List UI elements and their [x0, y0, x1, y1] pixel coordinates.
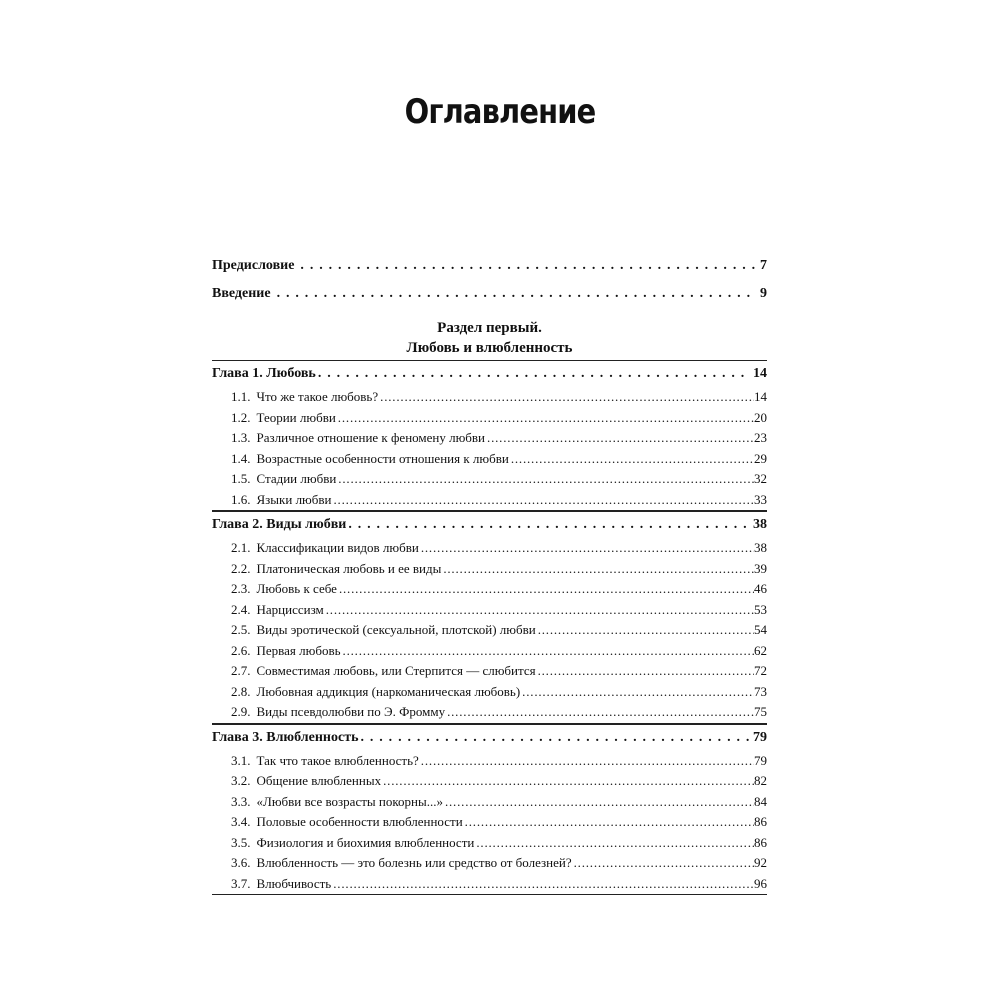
toc-item — [212, 428, 767, 449]
chapter-1 — [212, 360, 767, 511]
toc-item — [212, 833, 767, 854]
item-number: 2.7. — [231, 661, 257, 682]
item-page: 32 — [754, 469, 767, 490]
item-number: 1.5. — [231, 469, 257, 490]
toc-entry-label: Предисловие — [212, 252, 300, 280]
toc-item — [212, 641, 767, 662]
item-number: 3.1. — [231, 751, 257, 772]
dot-leader — [318, 361, 749, 387]
dot-leader — [465, 812, 754, 833]
item-label: Нарциссизм — [257, 600, 326, 621]
item-number: 2.1. — [231, 538, 257, 559]
chapter-heading — [212, 511, 767, 538]
toc-item — [212, 600, 767, 621]
dot-leader — [333, 490, 754, 511]
item-label: Виды эротической (сексуальной, плотской) любви — [257, 620, 538, 641]
dot-leader — [476, 833, 754, 854]
item-number: 3.7. — [231, 874, 257, 895]
toc-item — [212, 559, 767, 580]
item-page: 20 — [754, 408, 767, 429]
section-heading-line1: Раздел первый. — [437, 320, 542, 336]
item-label: Любовь к себе — [257, 579, 339, 600]
item-label: Так что такое влюбленность? — [257, 751, 421, 772]
item-page: 92 — [754, 853, 767, 874]
toc-item — [212, 812, 767, 833]
dot-leader — [360, 725, 749, 751]
toc-item — [212, 751, 767, 772]
item-page: 79 — [754, 751, 767, 772]
dot-leader — [445, 792, 754, 813]
toc-item — [212, 661, 767, 682]
item-label: Платоническая любовь и ее виды — [257, 559, 444, 580]
item-label: Стадии любви — [257, 469, 339, 490]
item-page: 84 — [754, 792, 767, 813]
item-page: 33 — [754, 490, 767, 511]
item-page: 39 — [754, 559, 767, 580]
toc-item — [212, 490, 767, 511]
item-label: Что же такое любовь? — [257, 387, 381, 408]
dot-leader — [574, 853, 754, 874]
chapter-label: Глава 1. Любовь — [212, 361, 318, 387]
item-number: 1.2. — [231, 408, 257, 429]
toc-item — [212, 469, 767, 490]
item-page: 86 — [754, 812, 767, 833]
item-number: 2.4. — [231, 600, 257, 621]
section-heading-line2: Любовь и влюбленность — [406, 340, 573, 356]
item-label: Различное отношение к феномену любви — [257, 428, 488, 449]
toc-item — [212, 792, 767, 813]
dot-leader — [333, 874, 754, 895]
dot-leader — [538, 620, 754, 641]
chapter-page: 14 — [749, 361, 767, 387]
toc-item — [212, 771, 767, 792]
item-page: 72 — [754, 661, 767, 682]
item-number: 3.5. — [231, 833, 257, 854]
item-number: 3.6. — [231, 853, 257, 874]
item-number: 2.5. — [231, 620, 257, 641]
item-page: 46 — [754, 579, 767, 600]
dot-leader — [383, 771, 754, 792]
item-label: Влюбчивость — [257, 874, 334, 895]
toc-item — [212, 874, 767, 895]
toc-item — [212, 702, 767, 723]
toc-item — [212, 579, 767, 600]
page-title: Оглавление — [404, 92, 596, 132]
item-number: 3.3. — [231, 792, 257, 813]
item-label: Влюбленность — это болезнь или средство от болезней? — [257, 853, 574, 874]
dot-leader — [338, 469, 754, 490]
toc-entry-preface — [212, 252, 767, 280]
item-number: 2.6. — [231, 641, 257, 662]
dot-leader — [487, 428, 754, 449]
toc-item — [212, 620, 767, 641]
item-page: 73 — [754, 682, 767, 703]
item-number: 1.6. — [231, 490, 257, 511]
item-label: «Любви все возрасты покорны...» — [257, 792, 445, 813]
dot-leader — [277, 280, 756, 308]
toc-item — [212, 682, 767, 703]
chapter-page: 79 — [749, 725, 767, 751]
toc-item — [212, 408, 767, 429]
chapter-page: 38 — [749, 512, 767, 538]
toc-entry-introduction — [212, 280, 767, 308]
item-number: 3.4. — [231, 812, 257, 833]
dot-leader — [447, 702, 754, 723]
dot-leader — [443, 559, 754, 580]
toc-entry-page: 7 — [756, 252, 767, 280]
dot-leader — [300, 252, 756, 280]
chapter-heading — [212, 724, 767, 751]
item-page: 82 — [754, 771, 767, 792]
dot-leader — [538, 661, 754, 682]
item-page: 62 — [754, 641, 767, 662]
item-label: Половые особенности влюбленности — [257, 812, 465, 833]
dot-leader — [522, 682, 754, 703]
chapter-label: Глава 2. Виды любви — [212, 512, 348, 538]
table-of-contents — [212, 252, 767, 895]
section-heading — [212, 308, 767, 360]
toc-entry-label: Введение — [212, 280, 277, 308]
item-page: 38 — [754, 538, 767, 559]
dot-leader — [339, 579, 754, 600]
chapter-3 — [212, 724, 767, 896]
dot-leader — [380, 387, 754, 408]
item-label: Виды псевдолюбви по Э. Фромму — [257, 702, 448, 723]
item-page: 14 — [754, 387, 767, 408]
dot-leader — [421, 538, 754, 559]
item-number: 2.3. — [231, 579, 257, 600]
chapter-2 — [212, 511, 767, 724]
toc-item — [212, 387, 767, 408]
item-label: Физиология и биохимия влюбленности — [257, 833, 477, 854]
chapter-label: Глава 3. Влюбленность — [212, 725, 360, 751]
item-number: 2.2. — [231, 559, 257, 580]
dot-leader — [348, 512, 749, 538]
dot-leader — [343, 641, 754, 662]
dot-leader — [511, 449, 754, 470]
toc-item — [212, 449, 767, 470]
item-label: Возрастные особенности отношения к любви — [257, 449, 511, 470]
item-page: 53 — [754, 600, 767, 621]
item-number: 1.1. — [231, 387, 257, 408]
toc-item — [212, 853, 767, 874]
item-label: Классификации видов любви — [257, 538, 421, 559]
dot-leader — [421, 751, 754, 772]
dot-leader — [338, 408, 754, 429]
item-number: 1.4. — [231, 449, 257, 470]
item-label: Первая любовь — [257, 641, 343, 662]
item-number: 2.8. — [231, 682, 257, 703]
item-page: 86 — [754, 833, 767, 854]
item-label: Общение влюбленных — [257, 771, 384, 792]
toc-item — [212, 538, 767, 559]
dot-leader — [326, 600, 754, 621]
item-label: Языки любви — [257, 490, 334, 511]
item-label: Теории любви — [257, 408, 338, 429]
item-number: 2.9. — [231, 702, 257, 723]
item-number: 1.3. — [231, 428, 257, 449]
item-label: Совместимая любовь, или Стерпится — слюбится — [257, 661, 538, 682]
chapter-heading — [212, 360, 767, 387]
item-number: 3.2. — [231, 771, 257, 792]
item-label: Любовная аддикция (наркоманическая любовь) — [257, 682, 523, 703]
item-page: 29 — [754, 449, 767, 470]
item-page: 54 — [754, 620, 767, 641]
item-page: 23 — [754, 428, 767, 449]
toc-entry-page: 9 — [756, 280, 767, 308]
item-page: 75 — [754, 702, 767, 723]
item-page: 96 — [754, 874, 767, 895]
